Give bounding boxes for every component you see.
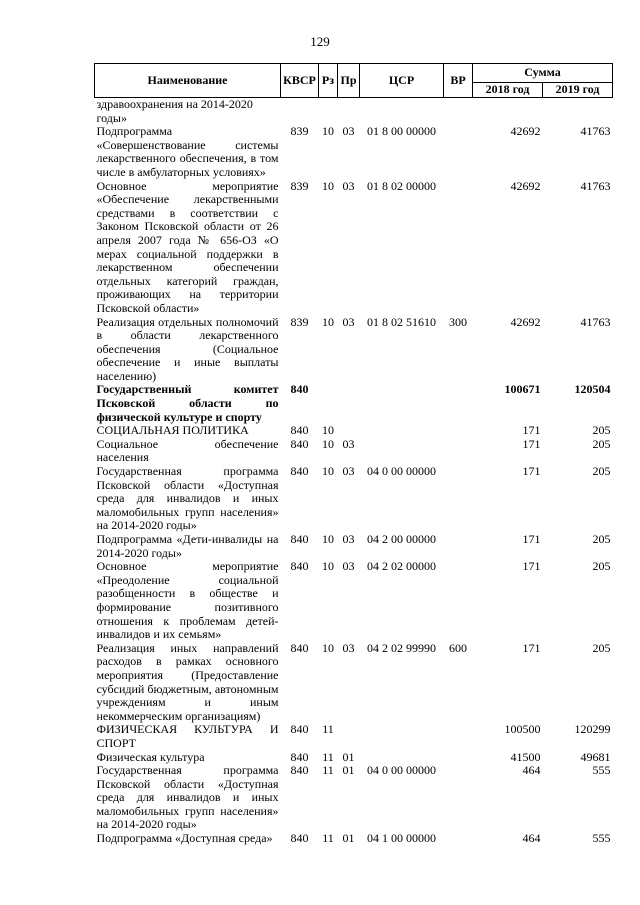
row-rz: 10 [322,532,334,546]
row-sum-2018: 171 [522,640,541,655]
row-sum-2019: 205 [592,464,611,479]
row-name: Государственная программа Псковской области «Доступная среда для инвалидов и иных маломобильных групп населения» на 2014-2020 годы» [96,464,279,533]
table-header [95,64,613,98]
row-sum-2019: 41763 [580,178,611,193]
row-vr [444,180,473,316]
row-vr [444,764,473,832]
row-pr: 03 [342,124,355,139]
row-sum-2018: 171 [522,559,541,574]
table-row [95,438,613,465]
row-csr: 04 1 00 00000 [367,831,436,846]
row-kvsr: 839 [290,124,309,139]
table-row [95,383,613,424]
row-name: Подпрограмма «Доступная среда» [96,831,273,846]
row-kvsr: 840 [290,382,309,397]
row-csr: 04 2 02 00000 [367,559,436,574]
row-name: Реализация иных направлений расходов в рамках основного мероприятия (Предоставление субсидий бюджетным, автономным учреждениям и иным некоммерческим организациям) [96,640,279,723]
row-csr: 01 8 02 51610 [367,314,436,329]
row-vr: 300 [449,314,467,329]
row-sum-2019: 205 [592,532,611,546]
row-csr [360,98,444,126]
header-kvsr: КВСР [281,64,319,98]
row-kvsr: 840 [290,559,309,574]
row-sum-2019: 49681 [580,749,611,764]
row-vr [444,751,473,765]
row-pr: 03 [342,532,355,546]
row-name: Основное мероприятие «Преодоление социальной разобщенности в обществе и формирование позитивного отношения к проблемам детей-инвалидов и их семьям» [96,559,279,642]
table-row [95,723,613,750]
row-name: Государственный комитет Псковской области по физической культуре и спорту [96,382,279,424]
row-vr [444,383,473,424]
table-row [95,533,613,560]
row-rz: 11 [322,831,334,846]
row-pr: 03 [342,178,355,193]
row-sum-2019: 205 [592,640,611,655]
row-sum-2019: 205 [592,423,611,438]
row-name: СОЦИАЛЬНАЯ ПОЛИТИКА [96,423,249,438]
table-body [95,98,613,846]
row-kvsr: 840 [290,640,309,655]
row-csr: 01 8 02 00000 [367,178,436,193]
row-name: Реализация отдельных полномочий в области лекарственного обеспечения (Социальное обеспечение и иные выплаты населению) [96,314,279,383]
row-kvsr: 840 [290,722,309,737]
table-row [95,560,613,642]
row-csr: 04 0 00 00000 [367,763,436,778]
row-sum-2018: 42692 [510,124,541,139]
row-sum-2018: 171 [522,464,541,479]
header-csr: ЦСР [360,64,444,98]
table-row [95,751,613,765]
row-kvsr: 840 [290,532,309,546]
row-sum-2018: 100500 [504,722,541,737]
row-name: Подпрограмма «Совершенствование системы лекарственного обеспечения, в том числе в амбулаторных условиях» [96,124,279,179]
table-row [95,465,613,533]
row-kvsr: 839 [290,314,309,329]
table-row [95,764,613,832]
header-vr: ВР [444,64,473,98]
row-vr [444,98,473,126]
row-pr: 01 [342,831,355,846]
row-sum-2019: 120299 [574,722,611,737]
row-csr: 04 2 00 00000 [367,532,436,546]
row-rz: 10 [322,178,334,193]
row-csr [360,751,444,765]
row-csr [360,438,444,465]
row-kvsr: 840 [290,464,309,479]
row-pr [338,98,360,126]
table-row [95,98,613,126]
row-sum-2019: 41763 [580,314,611,329]
row-kvsr: 839 [290,178,309,193]
row-vr: 600 [449,640,467,655]
table-row [95,832,613,846]
row-name: ФИЗИЧЕСКАЯ КУЛЬТУРА И СПОРТ [96,722,279,750]
header-year-2018: 2018 год [473,83,543,98]
row-sum-2019: 555 [592,831,611,846]
row-sum-2018 [473,98,543,126]
header-name: Наименование [95,64,281,98]
row-kvsr: 840 [290,436,309,451]
row-sum-2018: 171 [522,436,541,451]
row-kvsr: 840 [290,423,309,438]
row-sum-2018: 171 [522,532,541,546]
row-pr: 03 [342,559,355,574]
row-csr [360,424,444,438]
row-csr [360,723,444,750]
row-name: Социальное обеспечение населения [96,436,279,465]
row-rz: 10 [322,124,334,139]
row-rz: 10 [322,423,334,438]
row-pr: 03 [342,640,355,655]
row-kvsr [281,98,319,126]
row-vr [444,533,473,560]
row-sum-2018: 464 [522,831,541,846]
row-kvsr: 840 [290,763,309,778]
row-sum-2019: 205 [592,436,611,451]
row-name: Подпрограмма «Дети-инвалиды на 2014-2020 годы» [96,532,279,560]
row-pr: 03 [342,314,355,329]
row-pr [338,723,360,750]
row-sum-2019 [543,98,613,126]
table-row [95,642,613,724]
row-vr [444,125,473,179]
row-pr [338,383,360,424]
row-rz: 11 [322,749,334,764]
row-sum-2018: 41500 [510,749,541,764]
row-vr [444,438,473,465]
row-pr: 03 [342,464,355,479]
row-vr [444,465,473,533]
row-pr: 01 [342,749,355,764]
row-name: Основное мероприятие «Обеспечение лекарственными средствами в соответствии с Законом Псковской области от 26 апреля 2007 года № 656-ОЗ «О мерах социальной поддержки в лекарственном обеспечении отдельных категорий граждан, проживающих на территории Псковской области» [96,178,279,315]
row-rz: 10 [322,314,334,329]
row-rz: 10 [322,559,334,574]
row-rz: 11 [322,763,334,778]
header-sum: Сумма [473,64,613,83]
row-kvsr: 840 [290,831,309,846]
row-sum-2018: 42692 [510,314,541,329]
table-row [95,125,613,179]
row-rz: 10 [322,464,334,479]
row-sum-2018: 42692 [510,178,541,193]
row-rz: 10 [322,436,334,451]
row-name: Государственная программа Псковской области «Доступная среда для инвалидов и иных маломобильных групп населения» на 2014-2020 годы» [96,763,279,832]
row-kvsr: 840 [290,749,309,764]
row-rz: 10 [322,640,334,655]
table-row [95,316,613,384]
row-csr [360,383,444,424]
row-name: Физическая культура [96,749,205,764]
budget-table [94,63,613,846]
row-rz [319,98,338,126]
row-csr: 04 0 00 00000 [367,464,436,479]
row-rz [319,383,338,424]
header-pr: Пр [338,64,360,98]
row-sum-2019: 555 [592,763,611,778]
row-vr [444,723,473,750]
table-row [95,424,613,438]
row-pr [338,424,360,438]
row-vr [444,560,473,642]
row-sum-2019: 41763 [580,124,611,139]
header-rz: Рз [319,64,338,98]
row-sum-2018: 171 [522,423,541,438]
row-name: здравоохранения на 2014-2020 годы» [96,97,253,125]
row-sum-2019: 120504 [574,382,611,397]
row-csr: 01 8 00 00000 [367,124,436,139]
row-vr [444,832,473,846]
table-row [95,180,613,316]
header-year-2019: 2019 год [543,83,613,98]
row-pr: 01 [342,763,355,778]
row-csr: 04 2 02 99990 [367,640,436,655]
row-rz: 11 [322,722,334,737]
row-pr: 03 [342,436,355,451]
row-sum-2018: 100671 [504,382,541,397]
row-vr [444,424,473,438]
page-number: 129 [310,34,330,49]
row-sum-2018: 464 [522,763,541,778]
row-sum-2019: 205 [592,559,611,574]
